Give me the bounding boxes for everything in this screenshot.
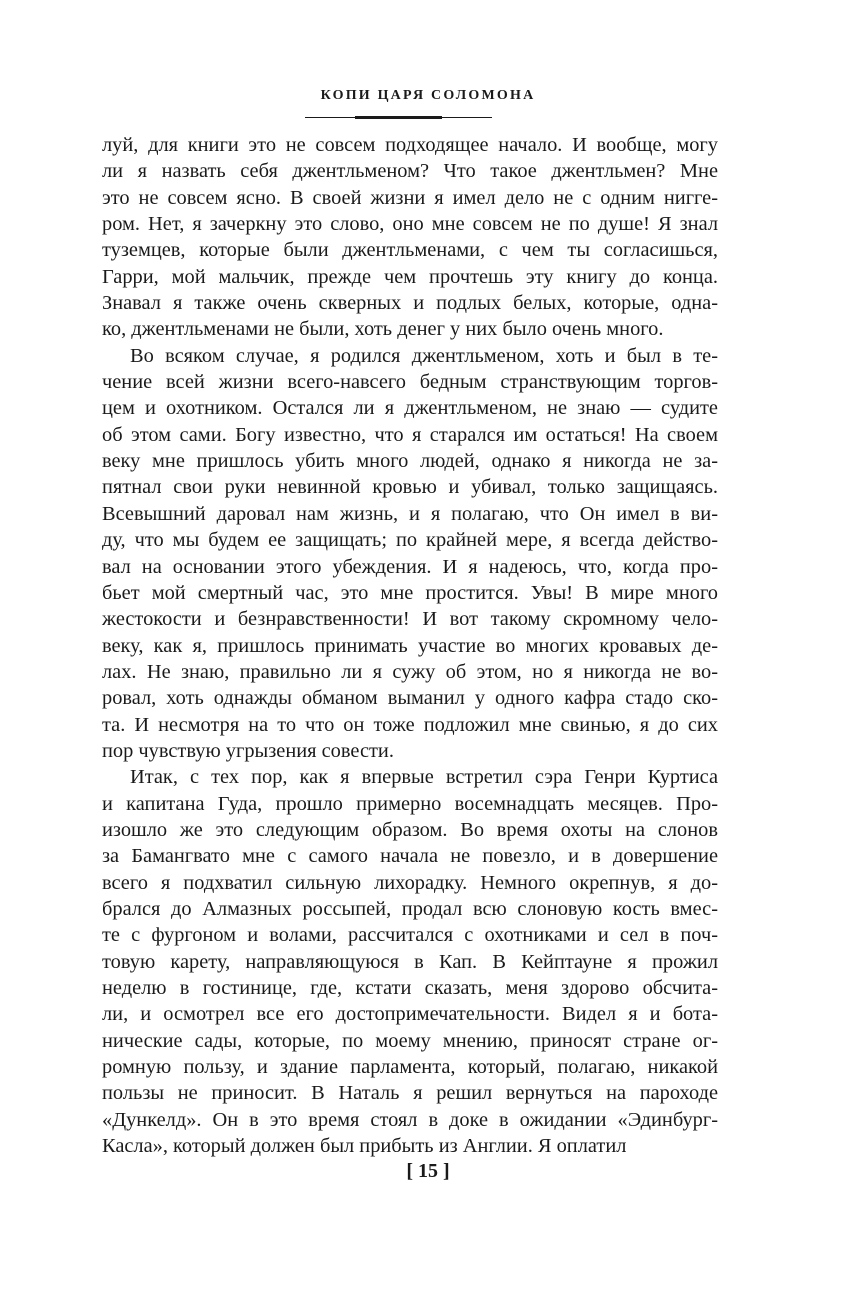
text-line: и капитана Гуда, прошло примерно восемнадцать месяцев. Про-: [102, 792, 718, 815]
text-line: всего я подхватил сильную лихорадку. Немного окрепнув, я до-: [102, 871, 718, 894]
text-line: та. И несмотря на то что он тоже подложил мне свинью, я до сих: [102, 713, 718, 736]
text-line: жестокости и безнравственности! И вот такому скромному чело-: [102, 608, 718, 631]
text-line: пор чувствую угрызения совести.: [102, 739, 394, 762]
text-line: неделю в гостинице, где, кстати сказать, меня здорово обсчита-: [102, 977, 718, 999]
text-line: за Бамангвато мне с самого начала не повезло, и в довершение: [102, 845, 718, 868]
text-line: ли, и осмотрел все его достопримечательности. Видел я и бота-: [102, 1003, 718, 1026]
page-number: [ 15 ]: [406, 1160, 450, 1182]
text-line: брался до Алмазных россыпей, продал всю слоновую кость вмес-: [102, 897, 718, 920]
text-line: Касла», который должен был прибыть из Англии. Я оплатил: [102, 1135, 627, 1158]
text-line: пользы не приносит. В Наталь я решил вернуться на пароходе: [102, 1082, 718, 1105]
text-line: цем и охотником. Остался ли я джентльменом, не знаю — судите: [102, 397, 718, 420]
text-line: Гарри, мой мальчик, прежде чем прочтешь эту книгу до конца.: [102, 265, 718, 288]
text-line: «Дункелд». Он в это время стоял в доке в ожидании «Эдинбург-: [102, 1108, 718, 1131]
text-line: те с фургоном и волами, рассчитался с охотниками и сел в поч-: [102, 924, 718, 947]
text-line: ли я назвать себя джентльменом? Что такое джентльмен? Мне: [102, 160, 718, 183]
text-line: луй, для книги это не совсем подходящее начало. И вообще, могу: [102, 134, 718, 156]
text-line: ко, джентльменами не были, хоть денег у них было очень много.: [102, 318, 664, 341]
running-head-rule-accent: [355, 116, 442, 119]
text-line: пятнал свои руки невинной кровью и убивал, только защищаясь.: [102, 476, 718, 499]
text-line: ровал, хоть однажды обманом выманил у одного кафра стадо ско-: [102, 687, 718, 710]
text-line: бьет мой смертный час, это мне простится. Увы! В мире много: [102, 581, 718, 604]
text-line: вал на основании этого убеждения. И я надеюсь, что, когда про-: [102, 555, 718, 578]
text-line: изошло же это следующим образом. Во время охоты на слонов: [102, 818, 718, 841]
text-line: лах. Не знаю, правильно ли я сужу об этом, но я никогда не во-: [102, 660, 718, 683]
text-line: товую карету, направляющуюся в Кап. В Кейптауне я прожил: [102, 950, 718, 973]
text-line: Всевышний даровал нам жизнь, и я полагаю, что Он имел в ви-: [102, 502, 718, 525]
paragraph: [102, 343, 718, 765]
text-line: это не совсем ясно. В своей жизни я имел дело не с одним нигге-: [102, 186, 718, 209]
text-line: Во всяком случае, я родился джентльменом, хоть и был в те-: [130, 344, 718, 367]
paragraph: [102, 132, 718, 343]
text-line: ду, что мы будем ее защищать; по крайней мере, я всегда действо-: [102, 529, 718, 552]
text-line: об этом сами. Богу известно, что я старался им остаться! На своем: [102, 423, 718, 446]
text-line: нические сады, которые, по моему мнению, приносят стране ог-: [102, 1029, 718, 1052]
text-line: чение всей жизни всего-навсего бедным странствующим торгов-: [102, 371, 718, 394]
text-line: веку мне пришлось убить много людей, однако я никогда не за-: [102, 450, 718, 473]
text-line: Итак, с тех пор, как я впервые встретил сэра Генри Куртиса: [130, 766, 718, 789]
body-text: [102, 132, 718, 1159]
text-line: веку, как я, пришлось принимать участие во многих кровавых де-: [102, 634, 718, 657]
paragraph: [102, 764, 718, 1159]
text-line: туземцев, которые были джентльменами, с чем ты согласишься,: [102, 239, 718, 262]
text-line: ромную пользу, и здание парламента, который, полагаю, никакой: [102, 1056, 718, 1079]
text-line: Знавал я также очень скверных и подлых белых, которые, одна-: [102, 292, 718, 315]
text-line: ром. Нет, я зачеркну это слово, оно мне совсем не по душе! Я знал: [102, 213, 718, 236]
running-head: КОПИ ЦАРЯ СОЛОМОНА: [320, 88, 536, 103]
